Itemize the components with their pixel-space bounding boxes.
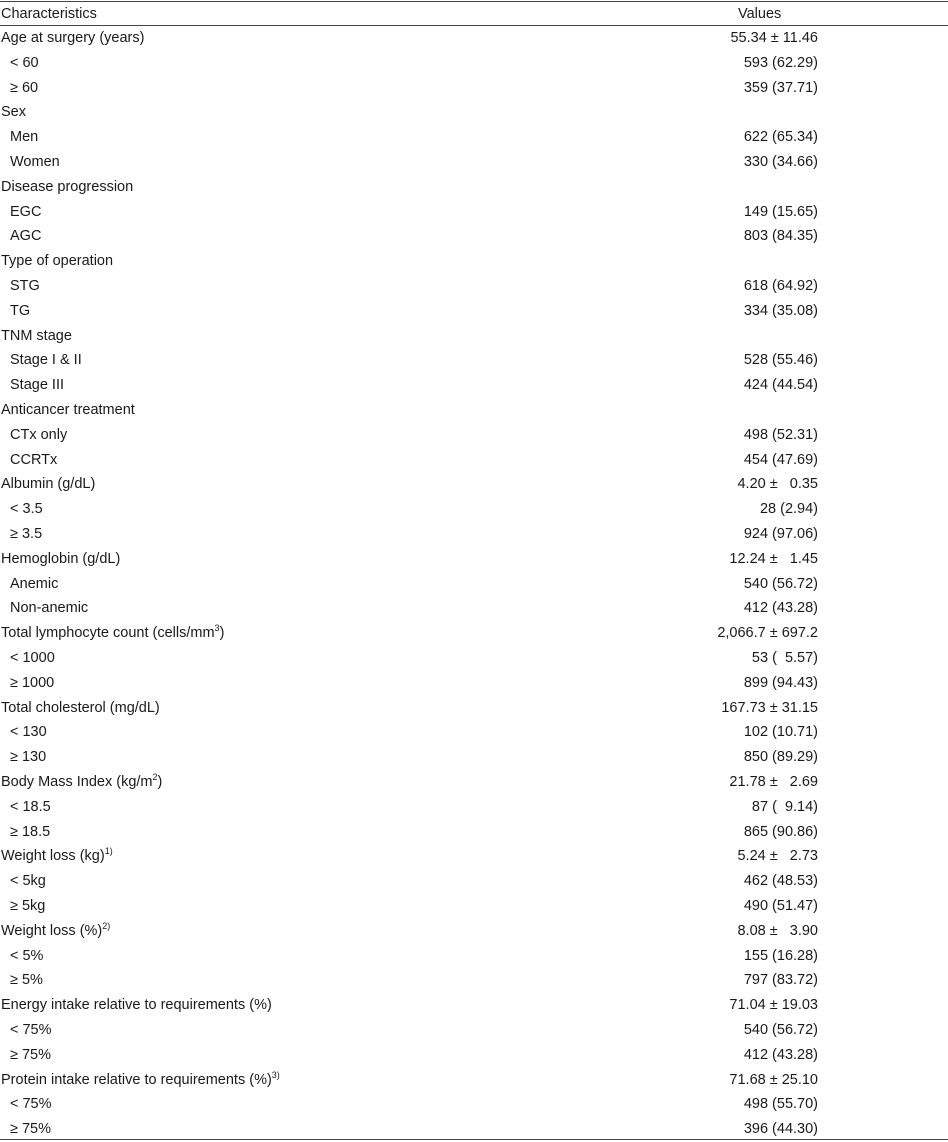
row-label (1, 100, 26, 125)
row-label-superscript: 3) (271, 1069, 280, 1080)
table-row (0, 249, 948, 274)
table-row (0, 993, 948, 1018)
row-label-text: Total lymphocyte count (cells/mm (1, 625, 215, 642)
row-label-text: ≥ 3.5 (10, 526, 43, 542)
row-value: 424 (44.54) (743, 377, 818, 394)
table-row (0, 26, 948, 51)
row-value: 87 ( 9.14) (751, 798, 818, 815)
row-value: 155 (16.28) (743, 947, 818, 964)
row-value: 53 ( 5.57) (751, 650, 818, 666)
row-value: 540 (56.72) (743, 575, 818, 592)
row-label (10, 646, 55, 671)
table-row (0, 547, 948, 572)
row-value: 102 (10.71) (743, 724, 818, 741)
table-row (0, 1043, 948, 1068)
row-label-text: Sex (1, 104, 26, 121)
row-value: 498 (52.31) (743, 426, 818, 443)
row-label-text: ≥ 130 (10, 749, 47, 766)
row-label-text: < 5% (10, 947, 44, 964)
row-label-text: Stage III (10, 377, 65, 394)
row-label (10, 522, 42, 547)
row-label (10, 944, 43, 969)
row-label-text: Energy intake relative to requirements (%) (1, 997, 272, 1014)
table-row (0, 572, 948, 597)
row-label (10, 572, 58, 597)
table-bottom-rule (0, 1139, 948, 1140)
row-value: 2,066.7 ± 697.2 (717, 625, 818, 642)
table-row (0, 522, 948, 547)
row-label (1, 472, 95, 497)
row-value: 412 (43.28) (743, 1046, 818, 1063)
row-value: 4.20 ± 0.35 (737, 476, 818, 493)
row-label (10, 76, 38, 101)
row-label-text: Men (10, 129, 39, 146)
row-label-text: Age at surgery (years) (1, 30, 145, 46)
table-row (0, 646, 948, 671)
row-label-text: ≥ 5% (10, 972, 43, 989)
row-label-superscript: 2 (152, 772, 158, 782)
row-label-end: ) (219, 625, 225, 642)
row-label (10, 373, 64, 398)
row-value: 899 (94.43) (743, 674, 818, 691)
row-label-text: Total cholesterol (mg/dL) (1, 699, 160, 716)
row-label-text: CTx only (10, 426, 68, 443)
row-label (10, 894, 45, 919)
row-value: 396 (44.30) (743, 1121, 818, 1138)
row-value: 803 (84.35) (743, 228, 818, 245)
row-label-text: Albumin (g/dL) (1, 476, 96, 493)
table-row (0, 373, 948, 398)
row-label-text: Hemoglobin (g/dL) (1, 550, 121, 567)
row-label-text: TG (10, 302, 31, 319)
row-value: 28 (2.94) (759, 501, 818, 518)
row-label-text: Anticancer treatment (1, 402, 135, 418)
row-label (10, 274, 40, 299)
row-value: 498 (55.70) (743, 1096, 818, 1113)
row-value: 593 (62.29) (743, 54, 818, 71)
table-row (0, 125, 948, 150)
row-value: 334 (35.08) (743, 302, 818, 319)
row-label (10, 448, 57, 473)
table-row (0, 671, 948, 696)
row-value: 71.68 ± 25.10 (729, 1071, 818, 1088)
row-value: 8.08 ± 3.90 (737, 922, 818, 939)
row-label (10, 348, 82, 373)
row-label-text: ≥ 18.5 (10, 823, 51, 840)
header-characteristics: Characteristics (1, 6, 97, 22)
table-row (0, 919, 948, 944)
row-value: 622 (65.34) (743, 129, 818, 146)
row-value: 462 (48.53) (743, 873, 818, 890)
row-value: 865 (90.86) (743, 823, 818, 840)
row-label (1, 324, 72, 349)
row-label-text: < 130 (10, 724, 47, 741)
table-row (0, 1092, 948, 1117)
row-label (1, 770, 162, 795)
row-label (1, 249, 113, 274)
row-value: 12.24 ± 1.45 (729, 550, 818, 567)
table-header-row (0, 2, 948, 27)
table-row (0, 820, 948, 845)
row-value: 618 (64.92) (743, 278, 818, 294)
row-label (10, 1092, 52, 1117)
row-label-text: ≥ 60 (10, 79, 39, 96)
row-label-text: AGC (10, 228, 42, 245)
row-label-text: ≥ 5kg (10, 898, 46, 914)
row-value: 454 (47.69) (743, 451, 818, 468)
row-label (10, 150, 60, 175)
row-label-text: EGC (10, 203, 42, 220)
row-label (1, 844, 113, 869)
row-label (1, 1068, 280, 1093)
row-label-text: Protein intake relative to requirements (%) (1, 1071, 272, 1088)
table-row (0, 720, 948, 745)
table-row (0, 324, 948, 349)
table-row (0, 968, 948, 993)
row-label-text: Disease progression (1, 178, 134, 195)
table-row (0, 200, 948, 225)
row-value: 540 (56.72) (743, 1022, 818, 1038)
table-row (0, 100, 948, 125)
row-label-text: < 75% (10, 1096, 52, 1113)
row-label-superscript: 2) (102, 920, 111, 931)
table-row (0, 1068, 948, 1093)
row-label-text: < 3.5 (10, 501, 43, 518)
table-row (0, 150, 948, 175)
table-row (0, 696, 948, 721)
row-value: 149 (15.65) (743, 203, 818, 220)
row-label-text: STG (10, 278, 40, 294)
table-row (0, 51, 948, 76)
row-label (10, 1043, 51, 1068)
row-label (10, 820, 50, 845)
row-label (10, 968, 43, 993)
row-label-end: ) (157, 774, 163, 790)
row-label-text: TNM stage (1, 327, 72, 344)
table-row (0, 795, 948, 820)
table-row (0, 299, 948, 324)
row-label (1, 696, 160, 721)
row-label-text: < 18.5 (10, 798, 51, 815)
row-value: 359 (37.71) (743, 79, 818, 96)
row-label (10, 869, 46, 894)
row-value: 924 (97.06) (743, 526, 818, 542)
row-value: 490 (51.47) (743, 898, 818, 914)
row-label-text: < 60 (10, 54, 39, 71)
table-row (0, 621, 948, 646)
table-row (0, 274, 948, 299)
table-row (0, 348, 948, 373)
row-value: 797 (83.72) (743, 972, 818, 989)
table-row (0, 448, 948, 473)
row-label-text: Body Mass Index (kg/m (1, 774, 153, 790)
table-row (0, 175, 948, 200)
row-value: 5.24 ± 2.73 (737, 848, 818, 865)
row-label-superscript: 1) (104, 846, 113, 857)
row-label (10, 423, 67, 448)
row-label (1, 547, 120, 572)
row-label (1, 919, 110, 944)
row-label-text: Weight loss (kg) (1, 848, 105, 865)
row-label (10, 224, 41, 249)
row-label (10, 596, 88, 621)
row-value: 71.04 ± 19.03 (729, 997, 818, 1014)
row-label-text: Stage I & II (10, 352, 82, 369)
row-label-text: Anemic (10, 575, 59, 592)
row-label-superscript: 3 (214, 623, 220, 634)
row-value: 850 (89.29) (743, 749, 818, 766)
row-value: 330 (34.66) (743, 154, 818, 170)
row-value: 528 (55.46) (743, 352, 818, 369)
row-label (1, 398, 135, 423)
row-label-text: Women (10, 154, 60, 170)
row-label-text: < 5kg (10, 873, 46, 890)
row-label (10, 795, 51, 820)
row-label (10, 51, 39, 76)
row-value: 167.73 ± 31.15 (721, 699, 818, 716)
row-label (1, 621, 224, 646)
table-row (0, 224, 948, 249)
table-row (0, 1018, 948, 1043)
row-label-text: Non-anemic (10, 600, 89, 617)
row-label (1, 175, 133, 200)
row-label-text: Weight loss (%) (1, 922, 103, 939)
table-row (0, 745, 948, 770)
table-row (0, 76, 948, 101)
table-row (0, 423, 948, 448)
row-label (10, 1018, 52, 1043)
table-row (0, 398, 948, 423)
row-value: 21.78 ± 2.69 (729, 774, 818, 790)
row-label-text: < 75% (10, 1022, 52, 1038)
row-label-text: ≥ 75% (10, 1121, 52, 1138)
row-label (10, 299, 30, 324)
table-row (0, 497, 948, 522)
row-value: 55.34 ± 11.46 (730, 30, 818, 46)
table-row (0, 869, 948, 894)
table-row (0, 944, 948, 969)
table-row (0, 844, 948, 869)
row-label-text: ≥ 75% (10, 1046, 52, 1063)
table-row (0, 770, 948, 795)
row-label (1, 26, 144, 51)
row-label (10, 125, 38, 150)
row-label-text: ≥ 1000 (10, 674, 55, 691)
row-label (10, 720, 47, 745)
row-label (10, 671, 54, 696)
row-label (1, 993, 272, 1018)
row-value: 412 (43.28) (743, 600, 818, 617)
row-label (10, 497, 43, 522)
row-label-text: < 1000 (10, 650, 55, 666)
header-values: Values (738, 6, 782, 22)
row-label-text: CCRTx (10, 451, 58, 468)
table-row (0, 894, 948, 919)
table-row (0, 596, 948, 621)
row-label (10, 745, 46, 770)
row-label-text: Type of operation (1, 253, 114, 270)
row-label (10, 200, 41, 225)
table-row (0, 472, 948, 497)
